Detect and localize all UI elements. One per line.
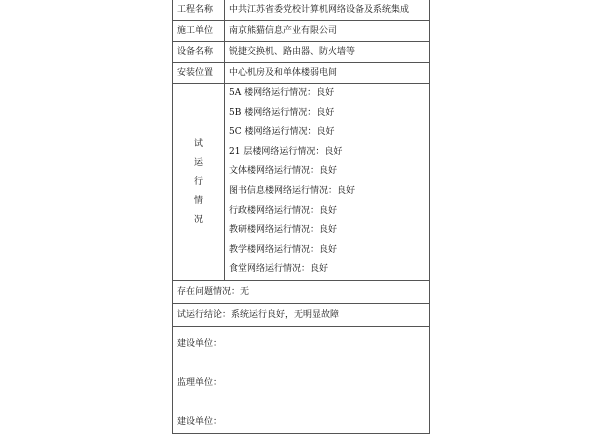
trial-run-item: 行政楼网络运行情况：良好 xyxy=(229,205,338,216)
trial-run-row xyxy=(173,84,430,281)
equipment-label: 设备名称 xyxy=(173,42,225,63)
equipment-row xyxy=(173,42,430,63)
supervisor-signature-label: 监理单位： xyxy=(177,378,223,389)
trial-run-label-char: 行 xyxy=(193,176,203,187)
trial-run-items xyxy=(225,84,430,281)
trial-run-report-table xyxy=(172,0,430,434)
location-row xyxy=(173,63,430,84)
trial-run-item: 食堂网络运行情况：良好 xyxy=(229,264,329,275)
equipment-value: 锐捷交换机、路由器、防火墙等 xyxy=(225,42,430,63)
trial-run-item: 5B 楼网络运行情况：良好 xyxy=(229,107,335,118)
contractor-label: 施工单位 xyxy=(173,21,225,42)
project-name-label: 工程名称 xyxy=(173,0,225,21)
trial-run-item: 21 层楼网络运行情况：良好 xyxy=(229,146,343,157)
issues-row xyxy=(173,280,430,303)
signature-block xyxy=(173,326,430,433)
trial-run-item: 5C 楼网络运行情况：良好 xyxy=(229,127,335,138)
signature-row xyxy=(173,326,430,433)
location-label: 安装位置 xyxy=(173,63,225,84)
contractor-value: 南京熊猫信息产业有限公司 xyxy=(225,21,430,42)
trial-run-label-char: 试 xyxy=(193,138,203,149)
project-name-row xyxy=(173,0,430,21)
contractor-row xyxy=(173,21,430,42)
trial-run-item: 5A 楼网络运行情况：良好 xyxy=(229,88,335,98)
trial-run-label xyxy=(173,84,225,281)
conclusion-row xyxy=(173,303,430,326)
owner-signature-label: 建设单位： xyxy=(177,339,223,350)
trial-run-item: 文体楼网络运行情况：良好 xyxy=(229,166,338,177)
project-name-value: 中共江苏省委党校计算机网络设备及系统集成 xyxy=(225,0,430,21)
trial-run-label-char: 况 xyxy=(193,214,203,225)
conclusion-text: 试运行结论：系统运行良好，无明显故障 xyxy=(173,303,430,326)
owner-signature-label-2: 建设单位： xyxy=(177,417,223,428)
trial-run-label-char: 运 xyxy=(193,157,203,168)
trial-run-label-char: 情 xyxy=(193,195,203,206)
issues-text: 存在问题情况：无 xyxy=(173,280,430,303)
trial-run-item: 教学楼网络运行情况：良好 xyxy=(229,244,338,255)
trial-run-item: 图书信息楼网络运行情况：良好 xyxy=(229,185,356,196)
trial-run-item: 教研楼网络运行情况：良好 xyxy=(229,225,338,236)
location-value: 中心机房及和单体楼弱电间 xyxy=(225,63,430,84)
